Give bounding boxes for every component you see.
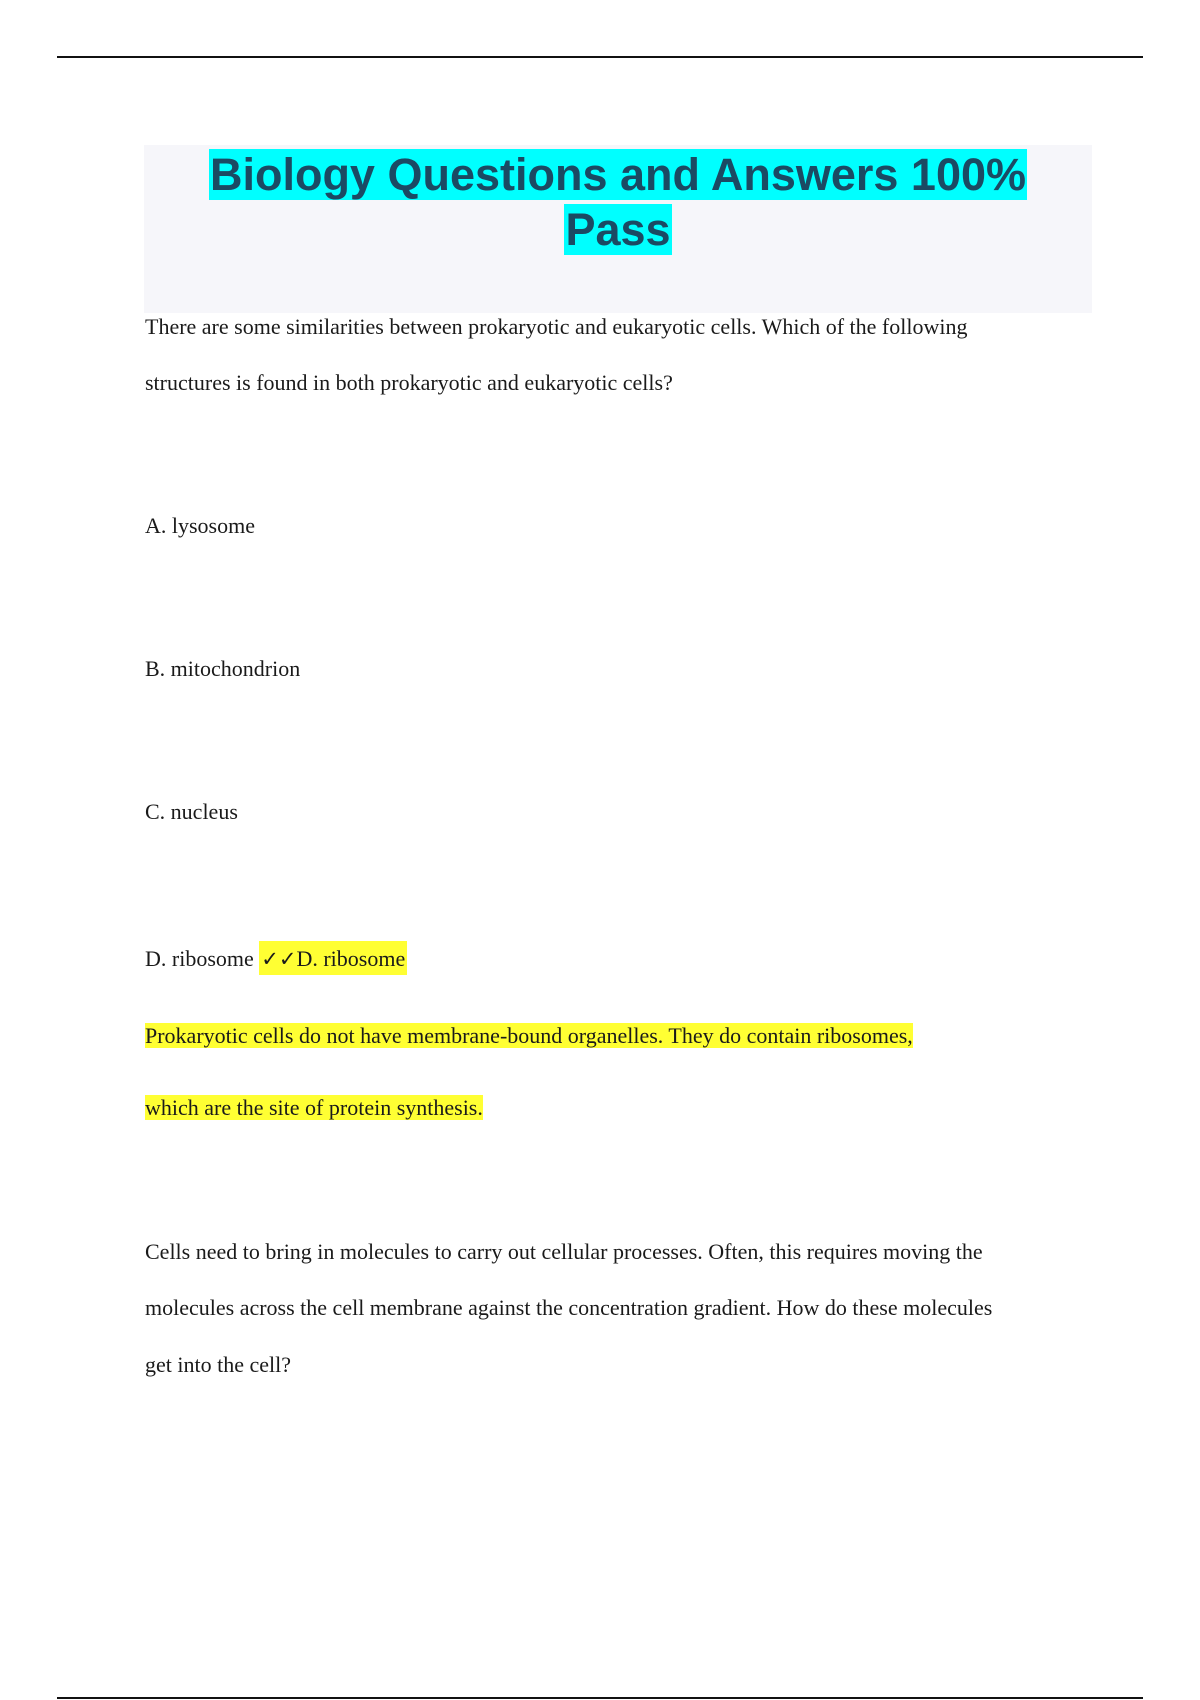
q1-stem-line-2: structures is found in both prokaryotic and eukaryotic cells?	[145, 370, 673, 395]
top-rule	[57, 56, 1143, 58]
q1-option-d: D. ribosome	[145, 946, 254, 971]
q1-option-b: B. mitochondrion	[145, 656, 301, 681]
q1-explanation-text-1: Prokaryotic cells do not have membrane-bound organelles. They do contain ribosomes,	[145, 1023, 913, 1048]
q1-explanation-text-2: which are the site of protein synthesis.	[145, 1095, 483, 1120]
title-line-1: Biology Questions and Answers 100%	[209, 149, 1027, 200]
q2-stem-line-3: get into the cell?	[145, 1352, 291, 1377]
check-mark-icon: ✓✓	[261, 947, 297, 971]
q2-stem-line-1: Cells need to bring in molecules to carry out cellular processes. Often, this requires moving the	[145, 1239, 983, 1264]
bottom-rule	[57, 1697, 1143, 1699]
title-line-2: Pass	[565, 204, 671, 255]
page-title	[144, 145, 1092, 257]
q1-option-a: A. lysosome	[145, 513, 255, 538]
q1-answer	[259, 941, 407, 975]
q1-answer-text: D. ribosome	[296, 946, 406, 971]
q1-option-d-row	[145, 948, 407, 970]
q1-explanation-line-2	[145, 1097, 483, 1119]
q1-explanation-line-1	[145, 1025, 913, 1047]
q1-option-c: C. nucleus	[145, 799, 238, 824]
title-block	[144, 145, 1092, 313]
q1-stem-line-1: There are some similarities between prokaryotic and eukaryotic cells. Which of the following	[145, 314, 968, 339]
q2-stem-line-2: molecules across the cell membrane against the concentration gradient. How do these molecules	[145, 1295, 993, 1320]
